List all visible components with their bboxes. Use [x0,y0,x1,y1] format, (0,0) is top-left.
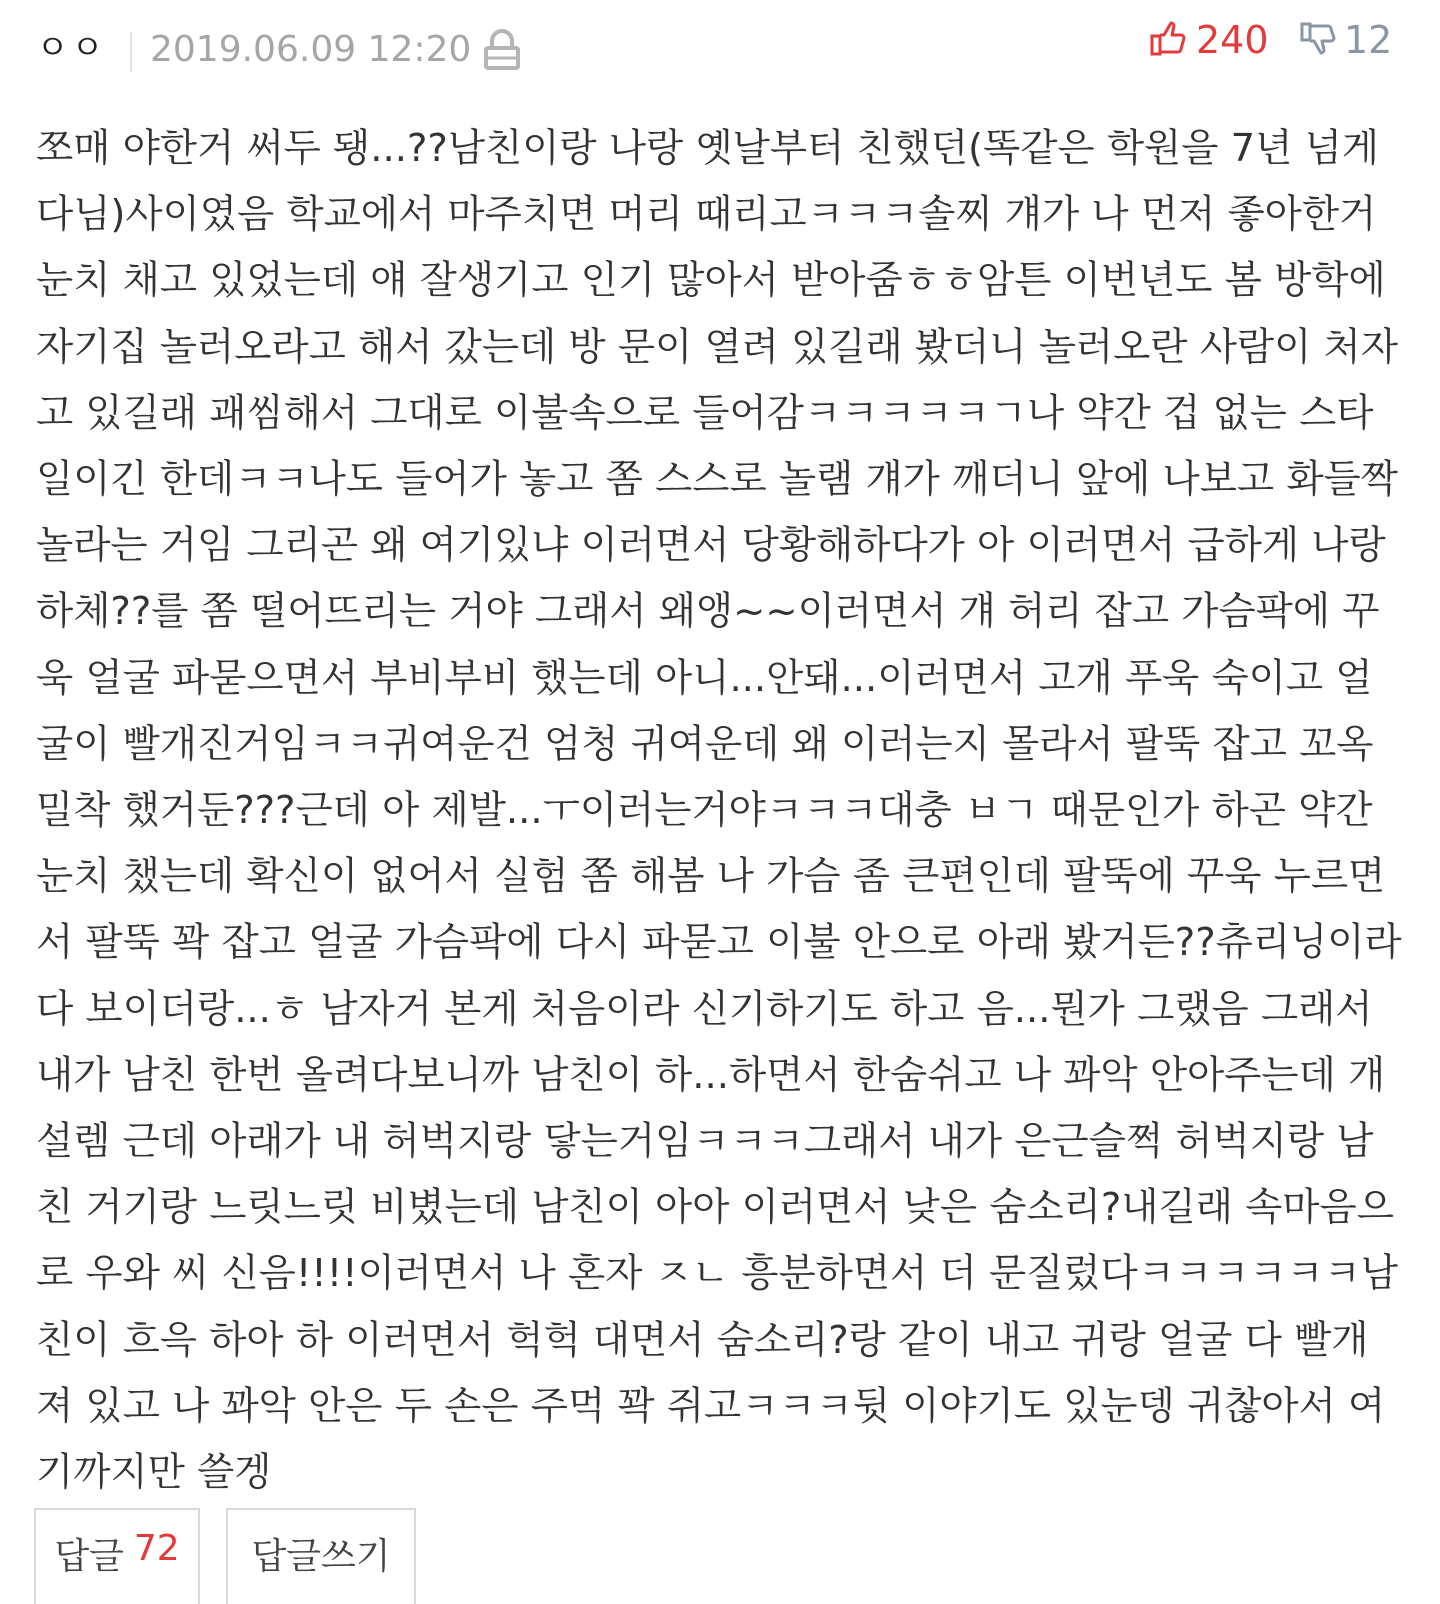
header-divider [130,32,132,72]
post-timestamp: 2019.06.09 12:20 [150,29,472,70]
lock-icon [482,28,522,72]
thumbs-down-icon [1298,18,1338,62]
post-content: 쪼매 야한거 써두 됑...??남친이랑 나랑 옛날부터 친했던(똑같은 학원을 7년 넘게 다님)사이였음 학교에서 마주치면 머리 때리고ㅋㅋㅋ솔찌 걔가 나 먼저 좋아한거 눈치 채고 있었는데 얘 잘생기고 인기 많아서 받아줌ㅎㅎ암튼 이번년도 봄 방학에 자기집 놀러오라고 해서 갔는데 방 문이 열려 있길래 봤더니 놀러오란 사람이 처자고 있길래 괘씸해서 그대로 이불속으로 들어감ㅋㅋㅋㅋㅋㄱ나 약간 겁 없는 스타일이긴 한데ㅋㅋ나도 들어가 놓고 쫌 스스로 놀램 걔가 깨더니 앞에 나보고 화들짝 놀라는 거임 그리곤 왜 여기있냐 이러면서 당황해하다가 아 이러면서 급하게 나랑 하체??를 쫌 떨어뜨리는 거야 그래서 왜앵~~이러면서 걔 허리 잡고 가슴팍에 꾸욱 얼굴 파묻으면서 부비부비 했는데 아니...안돼...이러면서 고개 푸욱 숙이고 얼굴이 빨개진거임ㅋㅋ귀여운건 엄청 귀여운데 왜 이러는지 몰라서 팔뚝 잡고 꼬옥 밀착 했거둔???근데 아 제발...ㅜ이러는거야ㅋㅋㅋ대충 ㅂㄱ 때문인가 하곤 약간 눈치 챘는데 확신이 없어서 실험 쫌 해봄 나 가슴 좀 큰편인데 팔뚝에 꾸욱 누르면서 팔뚝 꽉 잡고 얼굴 가슴팍에 다시 파묻고 이불 안으로 아래 봤거든??츄리닝이라 다 보이더랑...ㅎ 남자거 본게 처음이라 신기하기도 하고 음...뭔가 그랬음 그래서 내가 남친 한번 올려다보니까 남친이 하...하면서 한숨쉬고 나 꽈악 안아주는데 개 설렘 근데 아래가 내 허벅지랑 닿는거임ㅋㅋㅋ그래서 내가 은근슬쩍 허벅지랑 남친 거기랑 느릿느릿 비볐는데 남친이 아아 이러면서 낮은 숨소리?내길래 속마음으로 우와 씨 신음!!!!이러면서 나 혼자 ㅈㄴ 흥분하면서 더 문질렀다ㅋㅋㅋㅋㅋㅋ남친이 흐윽 하아 하 이러면서 헉헉 대면서 숨소리?랑 같이 내고 귀랑 얼굴 다 빨개져 있고 나 꽈악 안은 두 손은 주먹 꽉 쥐고ㅋㅋㅋ뒷 이야기도 있눈뎅 귀찮아서 여기까지만 쓸겡 [36,126,1402,1496]
comments-count: 72 [133,1528,180,1569]
post-header [0,0,1440,100]
dislike-count: 12 [1344,18,1393,62]
like-button[interactable] [1148,12,1269,68]
comments-button[interactable] [34,1508,200,1604]
like-count: 240 [1196,18,1269,62]
author-name: ㅇㅇ [36,28,106,68]
write-comment-label: 답글쓰기 [251,1536,391,1577]
thumbs-up-icon [1148,18,1188,62]
write-comment-button[interactable] [226,1508,416,1604]
comments-label: 답글 [54,1536,124,1577]
dislike-button[interactable] [1298,12,1392,68]
